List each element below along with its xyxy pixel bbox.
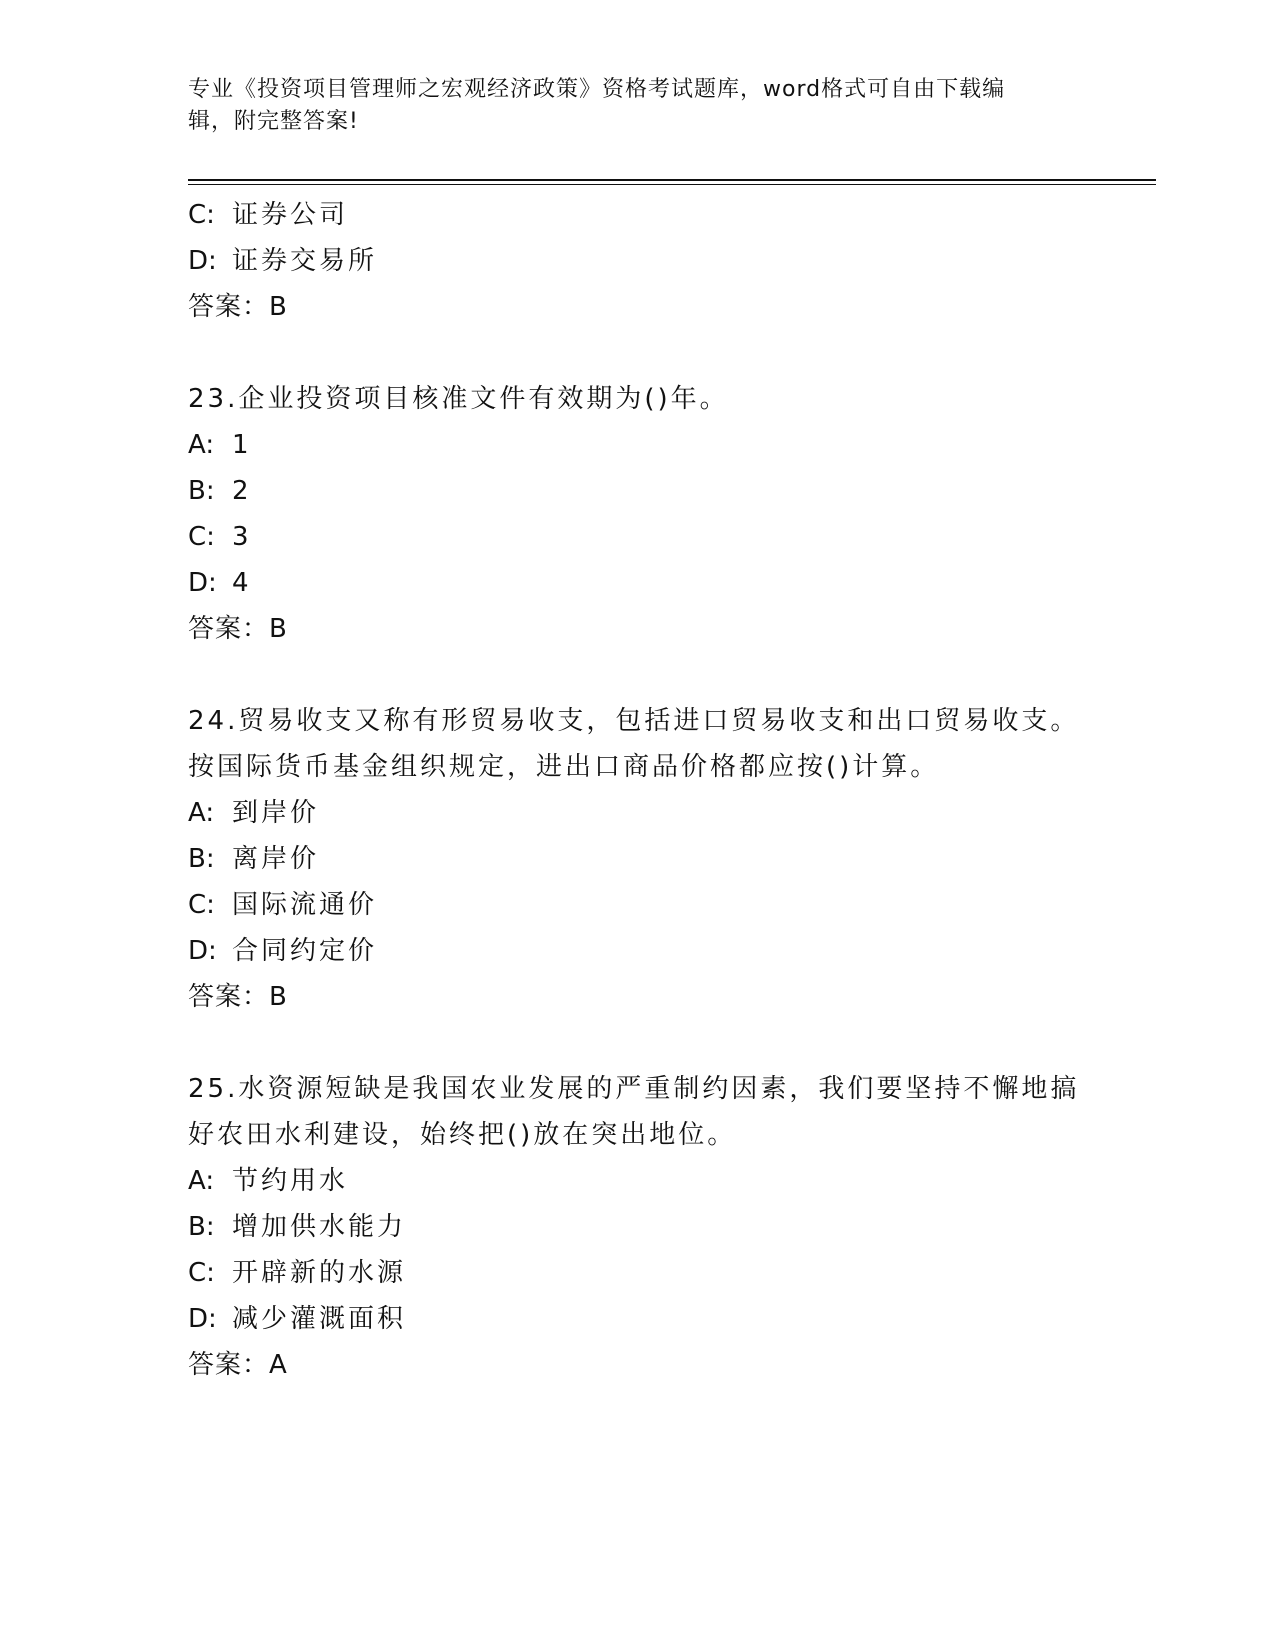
option-text: 2 [232,476,252,506]
option-d [188,560,1088,606]
option-key: C: [188,200,215,230]
option-text: 3 [232,522,252,552]
option-key: D: [188,568,217,598]
option-key: C: [188,890,215,920]
option-b [188,468,1088,514]
option-d [188,928,1088,974]
option-a [188,1158,1088,1204]
option-text: 减少灌溉面积 [232,1304,407,1334]
question-stem: 24.贸易收支又称有形贸易收支，包括进口贸易收支和出口贸易收支。 [188,706,1080,736]
spacer [188,652,1088,698]
option-text: 证券交易所 [232,246,378,276]
option-key: D: [188,1304,217,1334]
option-c [188,514,1088,560]
page-header [188,74,1068,138]
option-text: 国际流通价 [232,890,378,920]
option-a [188,422,1088,468]
header-line-2: 辑，附完整答案! [188,109,359,134]
question-24 [188,698,1088,1020]
option-c [188,882,1088,928]
question-25 [188,1066,1088,1388]
option-key: C: [188,1258,215,1288]
previous-question [188,192,1088,330]
option-key: A: [188,430,215,460]
option-key: A: [188,798,215,828]
option-key: B: [188,1212,215,1242]
option-text: 增加供水能力 [232,1212,407,1242]
option-b [188,1204,1088,1250]
option-c [188,192,1088,238]
option-c [188,1250,1088,1296]
answer-line: 答案：B [188,614,288,644]
option-text: 节约用水 [232,1166,349,1196]
option-key: B: [188,844,215,874]
question-stem: 23.企业投资项目核准文件有效期为()年。 [188,384,729,414]
option-text: 合同约定价 [232,936,378,966]
option-b [188,836,1088,882]
option-text: 开辟新的水源 [232,1258,407,1288]
option-text: 到岸价 [232,798,320,828]
answer-line: 答案：A [188,1350,288,1380]
header-rule-thick [188,179,1156,181]
question-content [188,192,1088,1388]
header-rule-thin [188,184,1156,185]
answer-line: 答案：B [188,292,288,322]
option-key: B: [188,476,215,506]
question-stem: 25.水资源短缺是我国农业发展的严重制约因素，我们要坚持不懈地搞 [188,1074,1080,1104]
option-key: A: [188,1166,215,1196]
spacer [188,1020,1088,1066]
option-text: 1 [232,430,252,460]
answer-line: 答案：B [188,982,288,1012]
option-d [188,238,1088,284]
question-23 [188,376,1088,652]
question-stem-continued: 好农田水利建设，始终把()放在突出地位。 [188,1120,737,1150]
option-key: D: [188,936,217,966]
option-key: D: [188,246,217,276]
option-text: 证券公司 [232,200,349,230]
option-key: C: [188,522,215,552]
option-a [188,790,1088,836]
option-d [188,1296,1088,1342]
option-text: 离岸价 [232,844,320,874]
spacer [188,330,1088,376]
question-stem-continued: 按国际货币基金组织规定，进出口商品价格都应按()计算。 [188,752,940,782]
option-text: 4 [232,568,252,598]
header-line-1: 专业《投资项目管理师之宏观经济政策》资格考试题库，word格式可自由下载编 [188,77,1006,102]
